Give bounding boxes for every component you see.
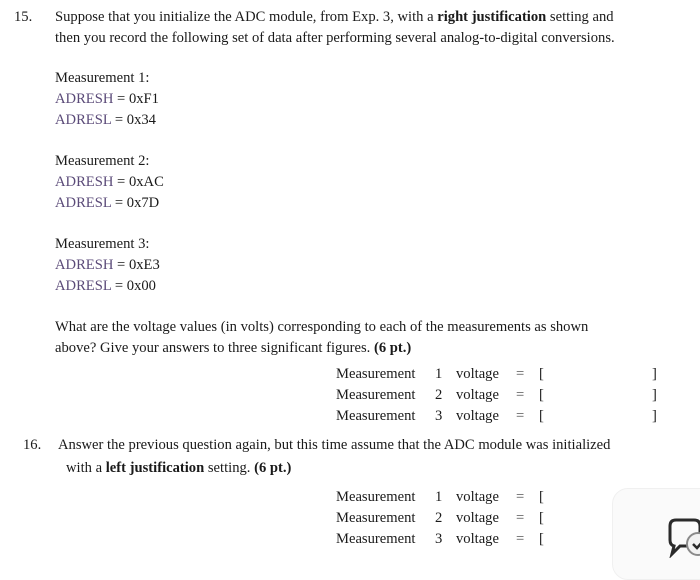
answer-number: 1 xyxy=(435,489,443,505)
q16-points: (6 pt.) xyxy=(254,460,292,476)
answer-word: voltage xyxy=(456,366,499,382)
answer-open-bracket: [ xyxy=(539,408,544,424)
answer-number: 2 xyxy=(435,387,443,403)
q16-emphasis: left justification xyxy=(105,460,205,476)
measurement-1-adresh: ADRESH = 0xF1 xyxy=(55,91,159,107)
measurement-3-title: Measurement 3: xyxy=(55,236,150,252)
q16-number: 16. xyxy=(23,437,42,453)
answer-open-bracket: [ xyxy=(539,510,544,526)
q15-text-line1: Suppose that you initialize the ADC module, from Exp. 3, with a right justification setting and xyxy=(55,9,614,25)
answer-word: voltage xyxy=(456,387,499,403)
answer-open-bracket: [ xyxy=(539,489,544,505)
answer-label: Measurement xyxy=(336,531,416,547)
q15-points: (6 pt.) xyxy=(373,340,412,356)
answer-label: Measurement xyxy=(336,387,416,403)
measurement-1-title: Measurement 1: xyxy=(55,70,150,86)
equals-sign: = xyxy=(516,387,525,403)
q15-emphasis: right justification xyxy=(437,9,547,25)
answer-number: 2 xyxy=(435,510,443,526)
equals-sign: = xyxy=(516,408,525,424)
equals-sign: = xyxy=(516,489,525,505)
answer-number: 3 xyxy=(435,531,443,547)
answer-open-bracket: [ xyxy=(539,366,544,382)
q16-text-line2: with a left justification setting. (6 pt.) xyxy=(66,460,292,476)
measurement-2-adresh: ADRESH = 0xAC xyxy=(55,174,164,190)
q15-question-line2: above? Give your answers to three significant figures. (6 pt.) xyxy=(55,340,412,356)
answer-number: 3 xyxy=(435,408,443,424)
measurement-2-adresl: ADRESL = 0x7D xyxy=(55,195,160,211)
q15-question-line1: What are the voltage values (in volts) corresponding to each of the measurements as shown xyxy=(55,319,589,335)
answer-word: voltage xyxy=(456,531,499,547)
answer-close-bracket: ] xyxy=(652,387,657,403)
feedback-icon[interactable] xyxy=(664,514,700,558)
answer-close-bracket: ] xyxy=(652,366,657,382)
answer-word: voltage xyxy=(456,408,499,424)
measurement-2-title: Measurement 2: xyxy=(55,153,150,169)
answer-close-bracket: ] xyxy=(652,408,657,424)
answer-word: voltage xyxy=(456,510,499,526)
answer-label: Measurement xyxy=(336,366,416,382)
answer-label: Measurement xyxy=(336,489,416,505)
measurement-3-adresl: ADRESL = 0x00 xyxy=(55,278,156,294)
answer-label: Measurement xyxy=(336,408,416,424)
q16-text-line1: Answer the previous question again, but this time assume that the ADC module was initialized xyxy=(58,437,611,453)
answer-number: 1 xyxy=(435,366,443,382)
answer-open-bracket: [ xyxy=(539,387,544,403)
equals-sign: = xyxy=(516,366,525,382)
answer-word: voltage xyxy=(456,489,499,505)
equals-sign: = xyxy=(516,510,525,526)
q15-number: 15. xyxy=(14,9,33,25)
q15-text-line2: then you record the following set of data after performing several analog-to-digital conversions. xyxy=(55,30,615,46)
answer-open-bracket: [ xyxy=(539,531,544,547)
answer-label: Measurement xyxy=(336,510,416,526)
equals-sign: = xyxy=(516,531,525,547)
measurement-3-adresh: ADRESH = 0xE3 xyxy=(55,257,160,273)
measurement-1-adresl: ADRESL = 0x34 xyxy=(55,112,156,128)
